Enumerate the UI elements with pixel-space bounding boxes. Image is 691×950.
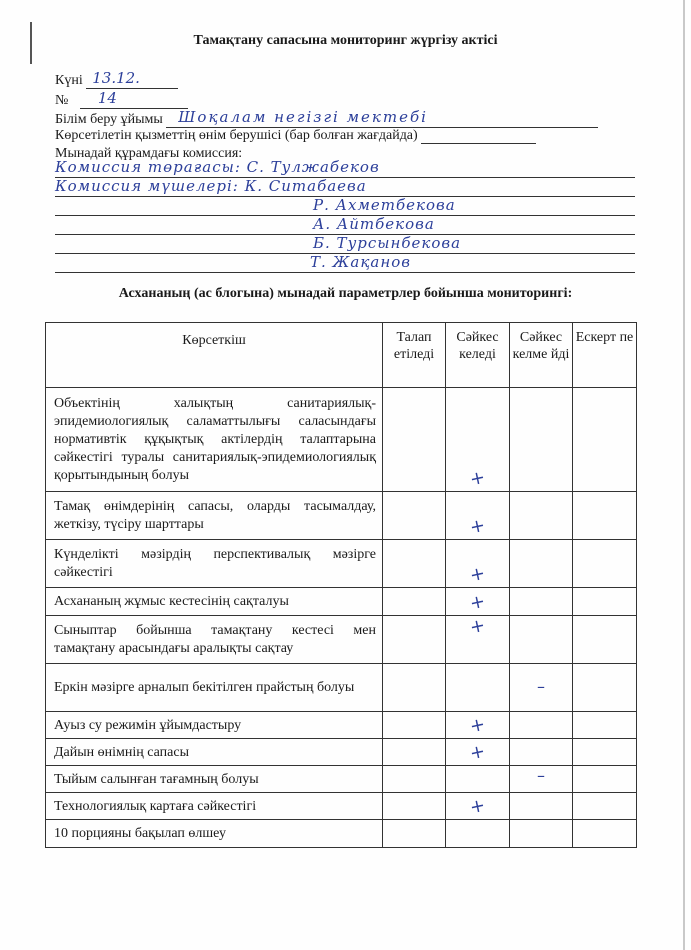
date-label: Күні bbox=[55, 73, 83, 88]
row-indicator: Тыйым салынған тағамның болуы bbox=[46, 766, 383, 793]
row-indicator: Еркін мәзірге арналып бекітілген прайстың болуы bbox=[46, 664, 383, 712]
commission-line-5: Б. Турсынбекова bbox=[55, 236, 635, 254]
date-line bbox=[55, 70, 178, 89]
org-value: Шоқалам негізгі мектебі bbox=[178, 108, 428, 126]
provider-field bbox=[421, 128, 536, 144]
row-indicator: Ауыз су режимін ұйымдастыру bbox=[46, 712, 383, 739]
commission-line-1: Комиссия төрағасы: С. Тулжабеков bbox=[55, 160, 635, 178]
row-indicator: Дайын өнімнің сапасы bbox=[46, 739, 383, 766]
row-indicator: Тамақ өнімдерінің сапасы, оларды тасымалдау, жеткізу, түсіру шарттары bbox=[46, 492, 383, 540]
table-row bbox=[46, 739, 637, 766]
header-required: Талап етіледі bbox=[383, 323, 446, 388]
table-header-row bbox=[46, 323, 637, 388]
plus-mark: + bbox=[467, 614, 488, 639]
row-indicator: Технологиялық картаға сәйкестігі bbox=[46, 793, 383, 820]
org-line bbox=[55, 109, 598, 128]
plus-mark: + bbox=[467, 466, 488, 491]
row-indicator: Сыныптар бойынша тамақтану кестесі мен тамақтану арасындағы аралықты сақтау bbox=[46, 616, 383, 664]
section-title: Асхананың (ас блогына) мынадай параметрлер бойынша мониторингі: bbox=[118, 286, 573, 301]
org-label: Білім беру ұйымы bbox=[55, 112, 163, 127]
plus-mark: + bbox=[467, 794, 488, 819]
commission-line-4: А. Айтбекова bbox=[55, 217, 635, 235]
minus-mark: – bbox=[537, 766, 545, 785]
commission-line-2: Комиссия мүшелері: К. Ситабаева bbox=[55, 179, 635, 197]
table-row bbox=[46, 664, 637, 712]
table-row bbox=[46, 820, 637, 848]
table-row bbox=[46, 793, 637, 820]
table-row bbox=[46, 492, 637, 540]
header-indicator: Көрсеткіш bbox=[46, 323, 383, 388]
number-field bbox=[80, 90, 188, 109]
provider-line bbox=[55, 127, 536, 144]
table-row bbox=[46, 388, 637, 492]
commission-line-3: Р. Ахметбекова bbox=[55, 198, 635, 216]
table-row bbox=[46, 540, 637, 588]
table-row bbox=[46, 766, 637, 793]
monitoring-table bbox=[45, 322, 637, 848]
header-note: Ескерт пе bbox=[573, 323, 637, 388]
org-field bbox=[166, 109, 598, 128]
commission-label: Мынадай құрамдағы комиссия: bbox=[55, 146, 243, 161]
minus-mark: – bbox=[537, 676, 545, 696]
row-indicator: Күнделікті мәзірдің перспективалық мәзірге сәйкестігі bbox=[46, 540, 383, 588]
date-value: 13.12. bbox=[92, 69, 140, 87]
provider-label: Көрсетілетін қызметтің өнім берушісі (бар болған жағдайда) bbox=[55, 128, 418, 143]
table-row bbox=[46, 588, 637, 616]
plus-mark: + bbox=[467, 562, 488, 587]
number-value: 14 bbox=[97, 89, 117, 107]
table-row bbox=[46, 712, 637, 739]
page-edge bbox=[683, 0, 685, 950]
header-noncompliant: Сәйкес келме йді bbox=[510, 323, 573, 388]
row-indicator: 10 порцияны бақылап өлшеу bbox=[46, 820, 383, 848]
document-title: Тамақтану сапасына мониторинг жүргізу актісі bbox=[193, 33, 498, 48]
number-label: № bbox=[55, 93, 69, 108]
commission-line-6: Т. Жақанов bbox=[55, 255, 635, 273]
plus-mark: + bbox=[467, 590, 488, 615]
table-row bbox=[46, 616, 637, 664]
date-field bbox=[86, 70, 178, 89]
number-line bbox=[55, 90, 188, 109]
plus-mark: + bbox=[467, 740, 488, 765]
plus-mark: + bbox=[467, 514, 488, 539]
header-compliant: Сәйкес келеді bbox=[446, 323, 510, 388]
plus-mark: + bbox=[467, 713, 488, 738]
row-indicator: Асхананың жұмыс кестесінің сақталуы bbox=[46, 588, 383, 616]
row-indicator: Объектінің халықтың санитариялық-эпидемиологиялық саламаттылығы саласындағы нормативтік құқықтық актілердің талаптарына сәйкестігі туралы санитариялық-эпидемиологиялық қорытындының болуы bbox=[46, 388, 383, 492]
